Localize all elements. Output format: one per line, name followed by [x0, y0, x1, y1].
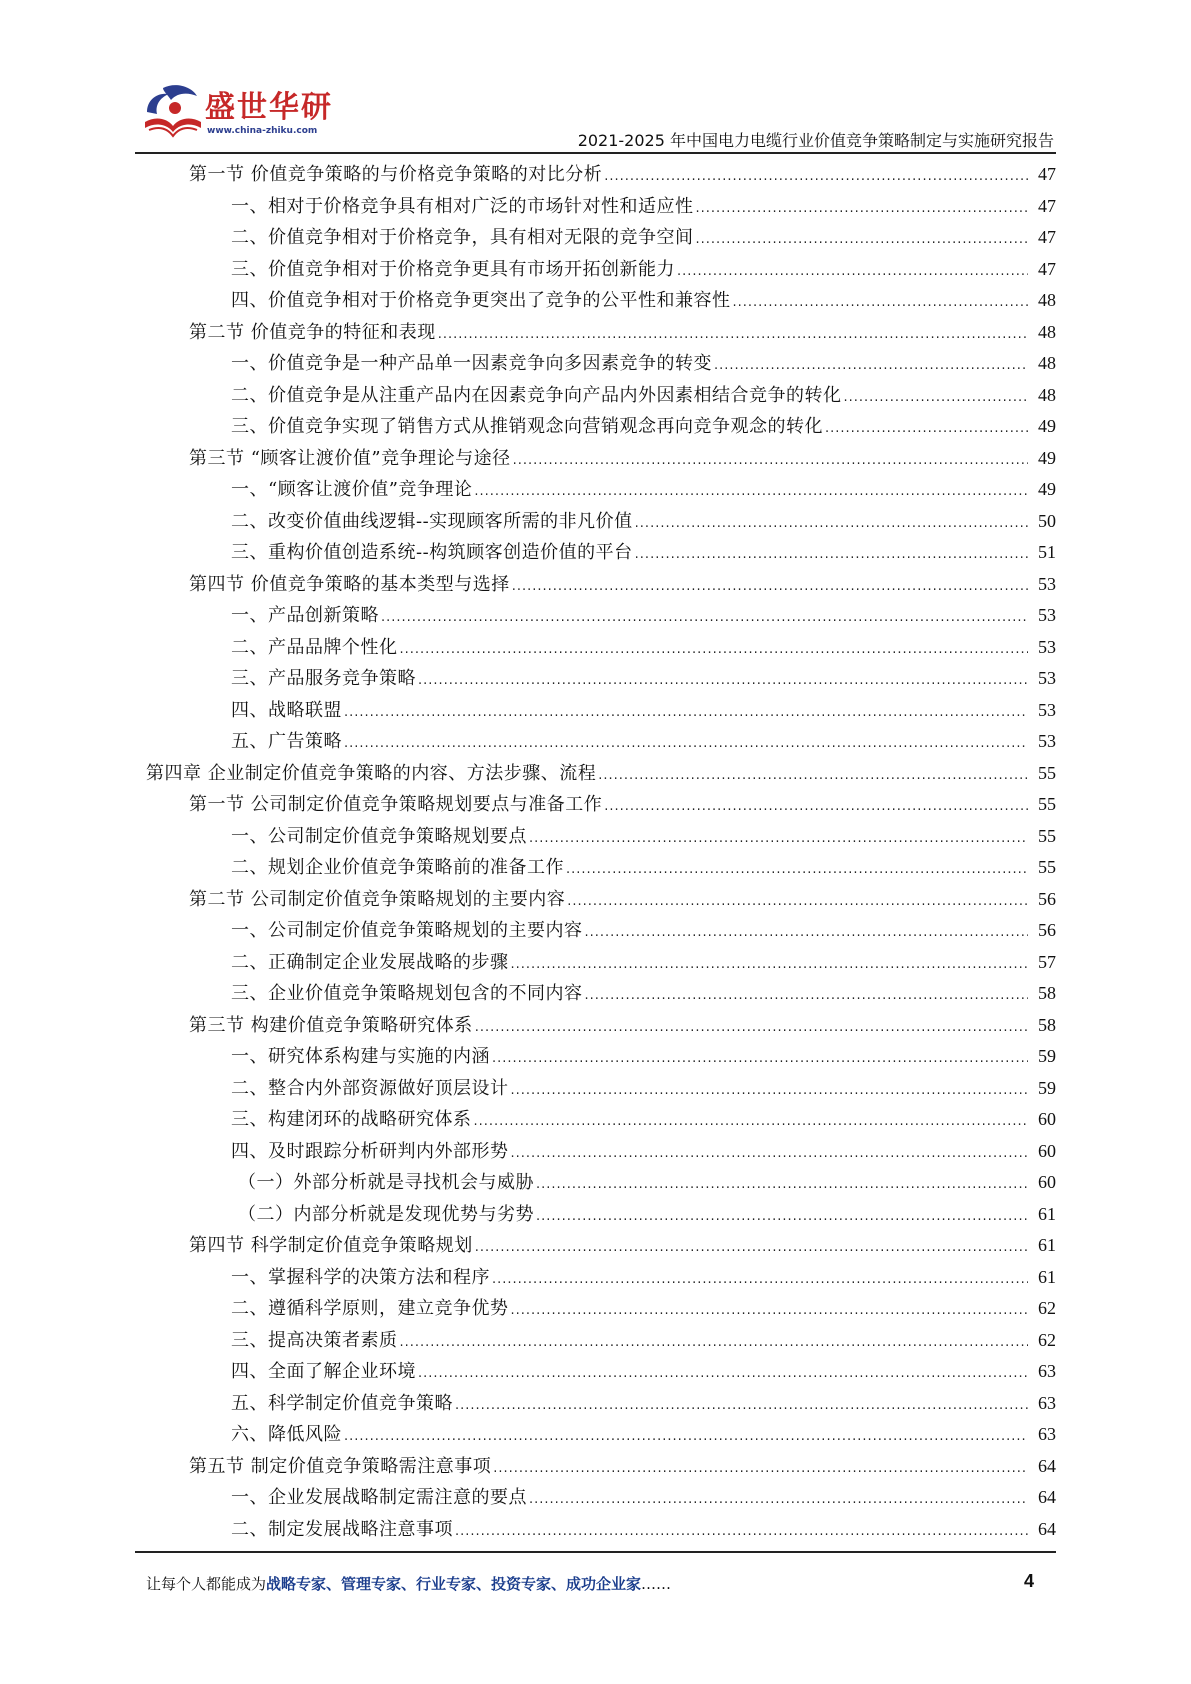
toc-dot-leader: [344, 728, 1028, 760]
toc-entry[interactable]: [135, 978, 1056, 1010]
toc-entry-title: 四、全面了解企业环境: [231, 1361, 416, 1382]
toc-entry[interactable]: [135, 789, 1056, 821]
toc-dot-leader: [635, 539, 1028, 571]
toc-entry[interactable]: [135, 222, 1056, 254]
toc-entry-page: 61: [1038, 1235, 1056, 1255]
footer-divider: [135, 1551, 1056, 1553]
toc-entry-title: 第三节 构建价值竞争策略研究体系: [189, 1014, 473, 1036]
toc-dot-leader: [511, 1138, 1029, 1170]
toc-entry-title: 第一节 公司制定价值竞争策略规划要点与准备工作: [189, 794, 603, 815]
toc-entry-title: （二）内部分析就是发现优势与劣势: [238, 1203, 534, 1225]
toc-entry[interactable]: [135, 380, 1056, 412]
toc-entry-page: 63: [1038, 1424, 1056, 1444]
toc-dot-leader: [511, 1075, 1029, 1107]
toc-entry-page: 49: [1038, 416, 1056, 436]
toc-entry[interactable]: [135, 821, 1056, 853]
toc-entry[interactable]: [135, 1388, 1056, 1420]
footer-slogan-suffix: ……: [641, 1575, 672, 1593]
toc-entry-title: 五、广告策略: [231, 731, 342, 752]
toc-entry[interactable]: [135, 1199, 1056, 1231]
header-divider: [135, 152, 1056, 154]
toc-entry[interactable]: [135, 443, 1056, 475]
toc-entry-title: 五、科学制定价值竞争策略: [231, 1392, 453, 1414]
toc-entry[interactable]: [135, 1167, 1056, 1199]
toc-dot-leader: [511, 949, 1029, 981]
toc-entry-title: 三、企业价值竞争策略规划包含的不同内容: [231, 983, 583, 1004]
toc-entry-page: 53: [1038, 699, 1056, 720]
toc-entry-page: 56: [1038, 920, 1056, 940]
toc-entry[interactable]: [135, 1325, 1056, 1357]
toc-entry-title: 六、降低风险: [231, 1424, 342, 1445]
toc-entry[interactable]: [135, 1419, 1056, 1451]
toc-entry-page: 53: [1038, 573, 1056, 594]
toc-entry-page: 48: [1038, 290, 1056, 310]
table-of-contents: [135, 159, 1056, 1545]
toc-dot-leader: [714, 350, 1028, 382]
toc-entry-page: 53: [1038, 605, 1056, 625]
toc-entry-page: 59: [1038, 1046, 1056, 1066]
toc-entry-page: 60: [1038, 1140, 1056, 1161]
toc-dot-leader: [529, 1484, 1028, 1516]
toc-entry-title: 二、正确制定企业发展战略的步骤: [231, 951, 509, 973]
toc-entry-page: 47: [1038, 258, 1056, 279]
footer-slogan-prefix: 让每个人都能成为: [146, 1575, 267, 1593]
toc-dot-leader: [381, 602, 1028, 634]
toc-dot-leader: [529, 823, 1028, 855]
toc-dot-leader: [400, 634, 1029, 666]
toc-entry[interactable]: [135, 947, 1056, 979]
toc-entry-title: 第三节 “顾客让渡价值”竞争理论与途径: [189, 447, 511, 469]
toc-entry-title: 四、战略联盟: [231, 699, 342, 721]
toc-dot-leader: [598, 760, 1028, 792]
toc-entry[interactable]: [135, 884, 1056, 916]
toc-entry-title: 第四节 价值竞争策略的基本类型与选择: [189, 573, 510, 595]
toc-entry-title: 一、产品创新策略: [231, 605, 379, 626]
toc-entry[interactable]: [135, 1356, 1056, 1388]
toc-entry-title: 二、改变价值曲线逻辑--实现顾客所需的非凡价值: [231, 510, 633, 532]
toc-dot-leader: [400, 1327, 1029, 1359]
toc-dot-leader: [536, 1169, 1028, 1201]
toc-entry-page: 50: [1038, 510, 1056, 531]
toc-entry-page: 55: [1038, 762, 1056, 783]
toc-entry-page: 57: [1038, 951, 1056, 972]
toc-entry-title: 三、重构价值创造系统--构筑顾客创造价值的平台: [231, 542, 633, 563]
toc-dot-leader: [418, 1358, 1028, 1390]
page-header: [135, 78, 1056, 148]
toc-entry[interactable]: [135, 1041, 1056, 1073]
toc-entry[interactable]: [135, 411, 1056, 443]
toc-dot-leader: [733, 287, 1029, 319]
toc-entry[interactable]: [135, 600, 1056, 632]
toc-entry-page: 49: [1038, 447, 1056, 468]
toc-entry[interactable]: [135, 915, 1056, 947]
toc-entry-title: 一、公司制定价值竞争策略规划要点: [231, 825, 527, 847]
toc-entry-title: 三、提高决策者素质: [231, 1329, 398, 1351]
toc-entry-title: 二、价值竞争相对于价格竞争，具有相对无限的竞争空间: [231, 227, 694, 248]
toc-entry-title: 一、公司制定价值竞争策略规划的主要内容: [231, 920, 583, 941]
toc-entry-page: 55: [1038, 825, 1056, 846]
toc-entry-page: 58: [1038, 983, 1056, 1003]
toc-dot-leader: [344, 697, 1028, 729]
toc-entry-page: 47: [1038, 227, 1056, 247]
toc-entry-title: 三、构建闭环的战略研究体系: [231, 1109, 472, 1130]
toc-entry-page: 60: [1038, 1172, 1056, 1192]
toc-dot-leader: [844, 382, 1029, 414]
toc-entry-title: 一、“顾客让渡价值”竞争理论: [231, 479, 473, 500]
toc-entry-title: 三、价值竞争实现了销售方式从推销观念向营销观念再向竞争观念的转化: [231, 416, 823, 437]
toc-dot-leader: [475, 1232, 1028, 1264]
toc-entry-page: 64: [1038, 1455, 1056, 1476]
toc-entry-title: 四、价值竞争相对于价格竞争更突出了竞争的公平性和兼容性: [231, 290, 731, 311]
toc-entry-page: 48: [1038, 321, 1056, 342]
toc-dot-leader: [635, 508, 1028, 540]
toc-dot-leader: [512, 571, 1028, 603]
toc-dot-leader: [513, 445, 1028, 477]
logo-name: 盛世华研: [205, 90, 333, 125]
toc-dot-leader: [475, 1012, 1028, 1044]
toc-entry-title: 一、相对于价格竞争具有相对广泛的市场针对性和适应性: [231, 195, 694, 217]
toc-dot-leader: [344, 1421, 1028, 1453]
toc-dot-leader: [566, 854, 1028, 886]
toc-entry[interactable]: [135, 506, 1056, 538]
toc-dot-leader: [511, 1295, 1029, 1327]
toc-entry-title: 第四节 科学制定价值竞争策略规划: [189, 1235, 473, 1256]
toc-entry-page: 53: [1038, 731, 1056, 751]
toc-entry-title: 第二节 价值竞争的特征和表现: [189, 321, 436, 343]
toc-entry[interactable]: [135, 537, 1056, 569]
toc-dot-leader: [825, 413, 1028, 445]
toc-entry-page: 51: [1038, 542, 1056, 562]
footer-slogan: [146, 1575, 671, 1593]
toc-entry-page: 55: [1038, 794, 1056, 814]
toc-entry-title: 四、及时跟踪分析研判内外部形势: [231, 1140, 509, 1162]
toc-entry-title: 二、制定发展战略注意事项: [231, 1518, 453, 1540]
toc-dot-leader: [604, 161, 1028, 193]
toc-entry-page: 48: [1038, 384, 1056, 405]
toc-dot-leader: [585, 980, 1029, 1012]
toc-entry-title: 第二节 公司制定价值竞争策略规划的主要内容: [189, 888, 566, 910]
toc-entry-page: 63: [1038, 1361, 1056, 1381]
toc-entry[interactable]: [135, 191, 1056, 223]
toc-dot-leader: [604, 791, 1028, 823]
toc-entry[interactable]: [135, 569, 1056, 601]
toc-dot-leader: [492, 1264, 1028, 1296]
toc-entry[interactable]: [135, 1482, 1056, 1514]
toc-entry-title: （一）外部分析就是寻找机会与威胁: [238, 1172, 534, 1193]
toc-entry[interactable]: [135, 1010, 1056, 1042]
toc-entry[interactable]: [135, 695, 1056, 727]
toc-entry-title: 第四章 企业制定价值竞争策略的内容、方法步骤、流程: [146, 762, 597, 784]
toc-dot-leader: [492, 1043, 1028, 1075]
toc-entry-title: 一、研究体系构建与实施的内涵: [231, 1046, 490, 1067]
toc-entry-page: 62: [1038, 1329, 1056, 1350]
toc-dot-leader: [474, 1106, 1029, 1138]
toc-entry-title: 第五节 制定价值竞争策略需注意事项: [189, 1455, 492, 1477]
toc-entry-title: 二、遵循科学原则，建立竞争优势: [231, 1298, 509, 1319]
toc-entry-title: 第一节 价值竞争策略的与价格竞争策略的对比分析: [189, 164, 603, 185]
toc-entry[interactable]: [135, 758, 1056, 790]
footer-slogan-highlight: 战略专家、管理专家、行业专家、投资专家、成功企业家: [266, 1575, 642, 1593]
toc-entry[interactable]: [135, 1262, 1056, 1294]
toc-entry[interactable]: [135, 1230, 1056, 1262]
toc-entry-title: 三、产品服务竞争策略: [231, 668, 416, 689]
toc-entry-page: 47: [1038, 164, 1056, 184]
toc-entry-title: 二、规划企业价值竞争策略前的准备工作: [231, 857, 564, 878]
toc-dot-leader: [696, 193, 1029, 225]
toc-entry-title: 三、价值竞争相对于价格竞争更具有市场开拓创新能力: [231, 258, 675, 280]
toc-entry[interactable]: [135, 663, 1056, 695]
toc-entry[interactable]: [135, 474, 1056, 506]
toc-dot-leader: [696, 224, 1029, 256]
toc-dot-leader: [677, 256, 1028, 288]
toc-entry-page: 60: [1038, 1109, 1056, 1129]
logo-book-icon: [141, 82, 205, 142]
toc-entry[interactable]: [135, 726, 1056, 758]
company-logo: [141, 82, 341, 144]
toc-dot-leader: [418, 665, 1028, 697]
toc-entry-title: 二、产品品牌个性化: [231, 636, 398, 658]
toc-entry-page: 58: [1038, 1014, 1056, 1035]
toc-entry-page: 63: [1038, 1392, 1056, 1413]
toc-dot-leader: [455, 1516, 1028, 1548]
toc-entry[interactable]: [135, 632, 1056, 664]
toc-entry-page: 64: [1038, 1487, 1056, 1507]
toc-entry[interactable]: [135, 852, 1056, 884]
toc-entry-page: 59: [1038, 1077, 1056, 1098]
report-title: 2021-2025 年中国电力电缆行业价值竞争策略制定与实施研究报告: [577, 131, 1054, 150]
toc-dot-leader: [536, 1201, 1028, 1233]
toc-entry-page: 62: [1038, 1298, 1056, 1318]
toc-entry[interactable]: [135, 285, 1056, 317]
toc-dot-leader: [438, 319, 1028, 351]
toc-entry-page: 48: [1038, 353, 1056, 373]
toc-entry-page: 55: [1038, 857, 1056, 877]
page-number: 4: [1023, 1571, 1034, 1591]
toc-dot-leader: [493, 1453, 1028, 1485]
toc-entry-page: 53: [1038, 636, 1056, 657]
toc-entry[interactable]: [135, 348, 1056, 380]
toc-dot-leader: [455, 1390, 1028, 1422]
toc-entry[interactable]: [135, 1451, 1056, 1483]
toc-entry-page: 53: [1038, 668, 1056, 688]
toc-entry-title: 二、价值竞争是从注重产品内在因素竞争向产品内外因素相结合竞争的转化: [231, 384, 842, 406]
toc-entry-title: 一、价值竞争是一种产品单一因素竞争向多因素竞争的转变: [231, 353, 712, 374]
toc-dot-leader: [474, 476, 1028, 508]
toc-entry[interactable]: [135, 159, 1056, 191]
toc-entry[interactable]: [135, 1104, 1056, 1136]
toc-dot-leader: [585, 917, 1029, 949]
toc-entry-page: 61: [1038, 1203, 1056, 1224]
toc-dot-leader: [567, 886, 1028, 918]
toc-entry[interactable]: [135, 317, 1056, 349]
toc-entry-title: 二、整合内外部资源做好顶层设计: [231, 1077, 509, 1099]
toc-entry-title: 一、企业发展战略制定需注意的要点: [231, 1487, 527, 1508]
toc-entry-page: 61: [1038, 1266, 1056, 1287]
toc-entry[interactable]: [135, 1293, 1056, 1325]
logo-url: www.china-zhiku.com: [207, 126, 318, 136]
toc-entry[interactable]: [135, 1073, 1056, 1105]
toc-entry-title: 一、掌握科学的决策方法和程序: [231, 1266, 490, 1288]
toc-entry-page: 64: [1038, 1518, 1056, 1539]
toc-entry[interactable]: [135, 254, 1056, 286]
toc-entry[interactable]: [135, 1514, 1056, 1546]
toc-entry-page: 49: [1038, 479, 1056, 499]
toc-entry-page: 56: [1038, 888, 1056, 909]
page-footer: [146, 1573, 1046, 1603]
toc-entry-page: 47: [1038, 195, 1056, 216]
toc-entry[interactable]: [135, 1136, 1056, 1168]
